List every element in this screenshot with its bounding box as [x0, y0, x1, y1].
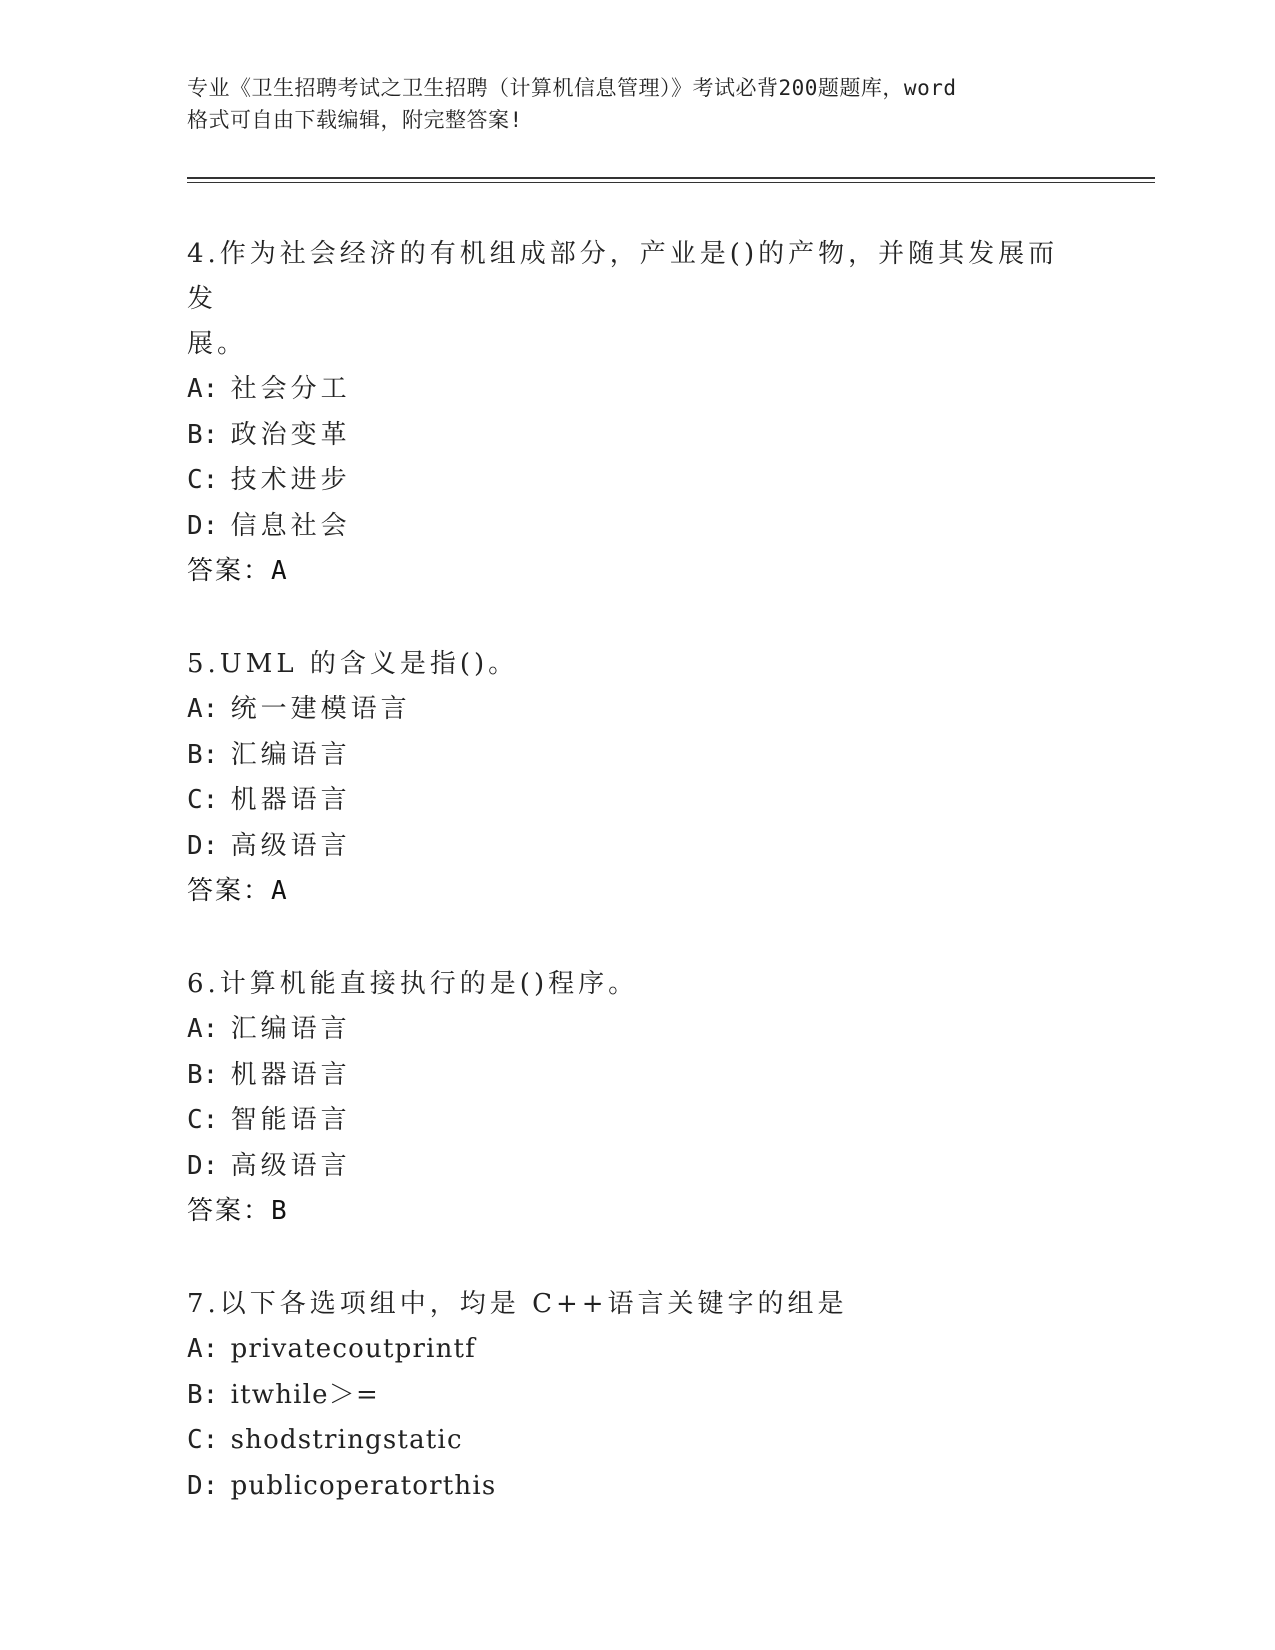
question-4 [187, 232, 1087, 594]
option-letter: B: [187, 419, 219, 450]
option-a [187, 1327, 1087, 1373]
option-letter: A: [187, 1014, 219, 1044]
document-header [187, 72, 1107, 136]
option-d [187, 1144, 1087, 1190]
answer-label: 答案： [187, 876, 272, 906]
option-text: 高级语言 [230, 830, 351, 861]
header-divider-thick [187, 177, 1155, 179]
answer-label: 答案： [187, 1196, 272, 1226]
option-letter: A: [187, 1334, 219, 1364]
option-letter: D: [187, 830, 219, 861]
question-stem-continued: 展。 [187, 329, 248, 359]
option-letter: A: [187, 374, 219, 404]
option-b [187, 1053, 1087, 1099]
option-text: publicoperatorthis [230, 1470, 497, 1501]
option-text: privatecoutprintf [230, 1334, 477, 1364]
question-stem: 6.计算机能直接执行的是()程序。 [187, 969, 639, 999]
answer-line [187, 549, 1087, 594]
option-letter: A: [187, 694, 219, 724]
option-letter: C: [187, 1425, 219, 1455]
answer-line [187, 869, 1087, 914]
option-letter: B: [187, 739, 219, 770]
question-5 [187, 642, 1087, 914]
option-text: 汇编语言 [230, 1014, 351, 1044]
option-letter: C: [187, 1105, 219, 1135]
header-divider-thin [187, 182, 1155, 183]
option-text: 机器语言 [230, 785, 351, 815]
option-a [187, 687, 1087, 733]
option-text: 技术进步 [230, 465, 351, 495]
option-text: 汇编语言 [230, 739, 351, 770]
answer-value: B [271, 1196, 287, 1226]
option-b [187, 733, 1087, 779]
option-text: 统一建模语言 [230, 694, 411, 724]
option-c [187, 458, 1087, 504]
option-letter: C: [187, 465, 219, 495]
question-6 [187, 962, 1087, 1234]
question-stem: 7.以下各选项组中，均是 C++语言关键字的组是 [187, 1289, 848, 1319]
option-c [187, 1098, 1087, 1144]
option-letter: C: [187, 785, 219, 815]
option-text: shodstringstatic [230, 1425, 463, 1455]
option-letter: D: [187, 1470, 219, 1501]
option-letter: B: [187, 1379, 219, 1410]
answer-line [187, 1189, 1087, 1234]
option-text: 高级语言 [230, 1150, 351, 1181]
option-a [187, 1007, 1087, 1053]
option-c [187, 1418, 1087, 1464]
option-d [187, 504, 1087, 550]
option-d [187, 824, 1087, 870]
option-text: 信息社会 [230, 510, 351, 541]
header-title-line-1: 专业《卫生招聘考试之卫生招聘（计算机信息管理）》考试必背200题题库，word [187, 76, 957, 100]
answer-value: A [271, 876, 287, 906]
answer-label: 答案： [187, 556, 272, 586]
option-letter: D: [187, 510, 219, 541]
header-title-line-2: 格式可自由下载编辑，附完整答案! [187, 108, 523, 132]
question-list [187, 232, 1087, 1557]
option-b [187, 413, 1087, 459]
option-letter: D: [187, 1150, 219, 1181]
question-7 [187, 1282, 1087, 1509]
option-text: 社会分工 [230, 374, 351, 404]
option-d [187, 1464, 1087, 1510]
option-c [187, 778, 1087, 824]
option-text: 政治变革 [230, 419, 351, 450]
option-text: itwhile＞= [230, 1379, 379, 1410]
option-letter: B: [187, 1059, 219, 1090]
answer-value: A [271, 556, 287, 586]
question-stem: 4.作为社会经济的有机组成部分，产业是()的产物，并随其发展而发 [187, 239, 1059, 314]
question-stem: 5.UML 的含义是指()。 [187, 649, 519, 679]
option-text: 机器语言 [230, 1059, 351, 1090]
option-a [187, 367, 1087, 413]
option-b [187, 1373, 1087, 1419]
option-text: 智能语言 [230, 1105, 351, 1135]
